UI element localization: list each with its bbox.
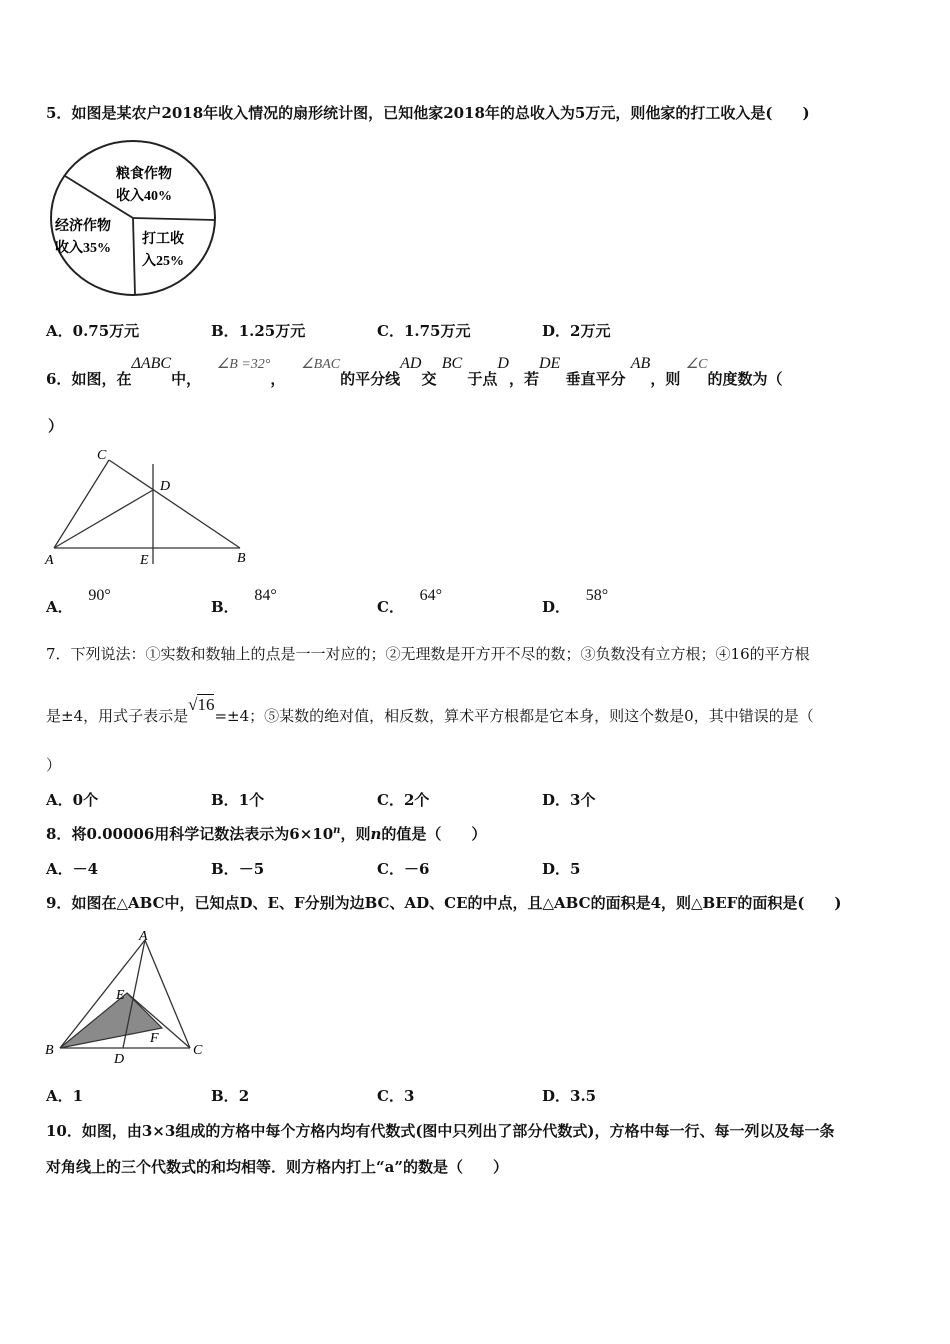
q6-math: BC — [441, 355, 463, 372]
q6-option-b[interactable] — [211, 584, 277, 614]
q9-option-a[interactable] — [46, 1085, 83, 1106]
q9-option-b[interactable] — [211, 1085, 249, 1106]
option-letter: A． — [46, 322, 73, 340]
option-value: 84° — [254, 587, 277, 604]
q10-line-1 — [46, 1120, 835, 1141]
option-letter: D． — [542, 322, 571, 340]
q6-text: 中， — [171, 370, 202, 388]
q9-option-d[interactable] — [542, 1085, 596, 1106]
option-letter: B． — [211, 860, 239, 878]
option-value: －5 — [238, 860, 265, 878]
option-value: 64° — [419, 587, 443, 604]
label-f: F — [150, 1031, 159, 1046]
option-letter: B． — [211, 322, 239, 340]
q9-stem — [46, 892, 842, 913]
option-value: －6 — [403, 860, 430, 878]
q8-option-c[interactable] — [377, 858, 429, 879]
option-value: 1.75万元 — [403, 322, 471, 340]
option-letter: A． — [46, 791, 73, 809]
q6-number: 6． — [46, 370, 72, 388]
q6-math: AB — [630, 355, 651, 372]
q6-text: 的度数为（ — [707, 370, 783, 388]
q9-text: 如图在△ABC中，已知点D、E、F分别为边BC、AD、CE的中点，且△ABC的面积是4，则△BEF的面积是( ) — [71, 894, 842, 912]
option-letter: B． — [211, 598, 239, 616]
label-d: D — [114, 1052, 125, 1067]
q7-line-1 — [46, 643, 810, 664]
q6-text: 垂直平分 — [565, 370, 626, 388]
option-letter: D． — [542, 1087, 571, 1105]
label-e: E — [140, 553, 149, 568]
option-letter: C． — [377, 860, 404, 878]
label-d: D — [160, 479, 171, 494]
label-b: B — [45, 1043, 54, 1058]
q8-number: 8． — [46, 825, 72, 843]
pie-label-grain-2: 收入40% — [116, 189, 172, 204]
option-value: 2 — [238, 1087, 250, 1105]
option-value: 2万元 — [570, 322, 611, 340]
q7-line-3: ） — [46, 756, 62, 774]
q5-option-c[interactable] — [377, 320, 471, 341]
q5-text: 如图是某农户2018年收入情况的扇形统计图，已知他家2018年的总收入为5万元，则他家的打工收入是( ) — [71, 104, 810, 122]
q6-option-d[interactable] — [542, 584, 608, 614]
option-value: 90° — [88, 587, 111, 604]
option-value: 1 — [72, 1087, 84, 1105]
q5-stem — [46, 102, 810, 123]
label-e: E — [116, 988, 125, 1003]
label-a: A — [139, 929, 148, 944]
q6-text: 如图，在 — [71, 370, 132, 388]
q10-line-2: 对角线上的三个代数式的和均相等．则方格内打上“a”的数是（ ） — [46, 1158, 508, 1176]
q6-text: ，若 — [508, 370, 539, 388]
q7-text: =±4；⑤某数的绝对值，相反数，算术平方根都是它本身，则这个数是0，其中错误的是（ — [214, 707, 814, 725]
variable-n: n — [370, 825, 382, 843]
q9-number: 9． — [46, 894, 72, 912]
option-value: 1.25万元 — [238, 322, 306, 340]
pie-label-economic-2: 收入35% — [55, 241, 111, 256]
q6-math: ∠BAC — [301, 357, 341, 372]
q8-text: 将0.00006用科学记数法表示为6×10 — [71, 825, 334, 843]
q7-text: 是±4，用式子表示是 — [46, 707, 189, 725]
label-c: C — [193, 1043, 203, 1058]
radical-sign: √ — [188, 695, 198, 714]
option-value: 2个 — [403, 791, 430, 809]
label-a: A — [45, 553, 54, 568]
q7-option-d[interactable] — [542, 789, 595, 810]
option-value: 3 — [403, 1087, 415, 1105]
pie-label-grain-1: 粮食作物 — [116, 167, 172, 182]
q5-pie-chart — [48, 138, 220, 300]
exponent: n — [333, 825, 341, 836]
q7-option-a[interactable] — [46, 789, 98, 810]
q7-option-c[interactable] — [377, 789, 429, 810]
option-value: 3.5 — [570, 1087, 597, 1105]
option-letter: C． — [377, 791, 404, 809]
option-value: 0.75万元 — [72, 322, 140, 340]
q7-text: 下列说法：①实数和数轴上的点是一一对应的；②无理数是开方开不尽的数；③负数没有立方根；④16的平方根 — [70, 645, 810, 663]
option-letter: C． — [377, 598, 404, 616]
q6-math: ΔABC — [131, 355, 172, 372]
option-letter: C． — [377, 322, 404, 340]
q6-option-c[interactable] — [377, 584, 442, 614]
q6-math: DE — [538, 355, 561, 372]
option-value: 3个 — [570, 791, 596, 809]
q7-option-b[interactable] — [211, 789, 264, 810]
option-letter: A． — [46, 860, 73, 878]
option-value: 5 — [570, 860, 581, 878]
q8-text: ，则 — [340, 825, 371, 843]
q8-option-a[interactable] — [46, 858, 98, 879]
q8-stem — [46, 823, 486, 844]
q5-option-d[interactable] — [542, 320, 610, 341]
q6-math: ∠C — [685, 357, 708, 372]
q5-option-b[interactable] — [211, 320, 305, 341]
q5-number: 5． — [46, 104, 72, 122]
option-letter: D． — [542, 598, 571, 616]
option-letter: B． — [211, 791, 239, 809]
option-letter: D． — [542, 860, 571, 878]
q6-triangle-figure — [42, 444, 257, 570]
q6-option-a[interactable] — [46, 584, 111, 614]
q6-text: 的平分线 — [340, 370, 401, 388]
pie-label-work-2: 入25% — [142, 254, 184, 269]
q9-option-c[interactable] — [377, 1085, 414, 1106]
option-letter: A． — [46, 598, 73, 616]
pie-label-work-1: 打工收 — [142, 232, 184, 247]
q8-option-d[interactable] — [542, 858, 580, 879]
q6-text: ，则 — [650, 370, 681, 388]
option-letter: A． — [46, 1087, 73, 1105]
q6-text: 交 — [421, 370, 437, 388]
q6-close-paren: ） — [48, 417, 64, 435]
option-value: －4 — [72, 860, 99, 878]
q6-math: AD — [400, 355, 422, 372]
q6-text: ， — [270, 370, 286, 388]
radicand: 16 — [197, 695, 215, 714]
q10-text: 如图，由3×3组成的方格中每个方格内均有代数式(图中只列出了部分代数式)，方格中每一行、每一列以及每一条 — [81, 1122, 835, 1140]
side-ac — [54, 460, 109, 548]
shaded-triangle-bef — [60, 993, 162, 1048]
option-letter: D． — [542, 791, 571, 809]
q6-text: 于点 — [467, 370, 498, 388]
q8-text: 的值是（ ） — [381, 825, 487, 843]
option-letter: C． — [377, 1087, 404, 1105]
label-c: C — [97, 448, 107, 463]
option-value: 0个 — [72, 791, 99, 809]
label-b: B — [237, 551, 246, 566]
q10-number: 10． — [46, 1122, 82, 1140]
q5-option-a[interactable] — [46, 320, 139, 341]
q9-triangle-figure — [42, 926, 214, 1070]
sqrt-expression — [188, 694, 214, 714]
option-value: 58° — [585, 587, 609, 604]
q6-math: D — [497, 355, 509, 372]
segment-ad — [54, 490, 153, 548]
option-value: 1个 — [238, 791, 265, 809]
q8-option-b[interactable] — [211, 858, 264, 879]
q6-stem — [46, 352, 782, 392]
q6-math: ∠B =32° — [216, 357, 271, 372]
q7-number: 7． — [46, 645, 71, 663]
option-letter: B． — [211, 1087, 239, 1105]
pie-label-economic-1: 经济作物 — [55, 219, 111, 234]
q7-line-2 — [46, 694, 814, 724]
